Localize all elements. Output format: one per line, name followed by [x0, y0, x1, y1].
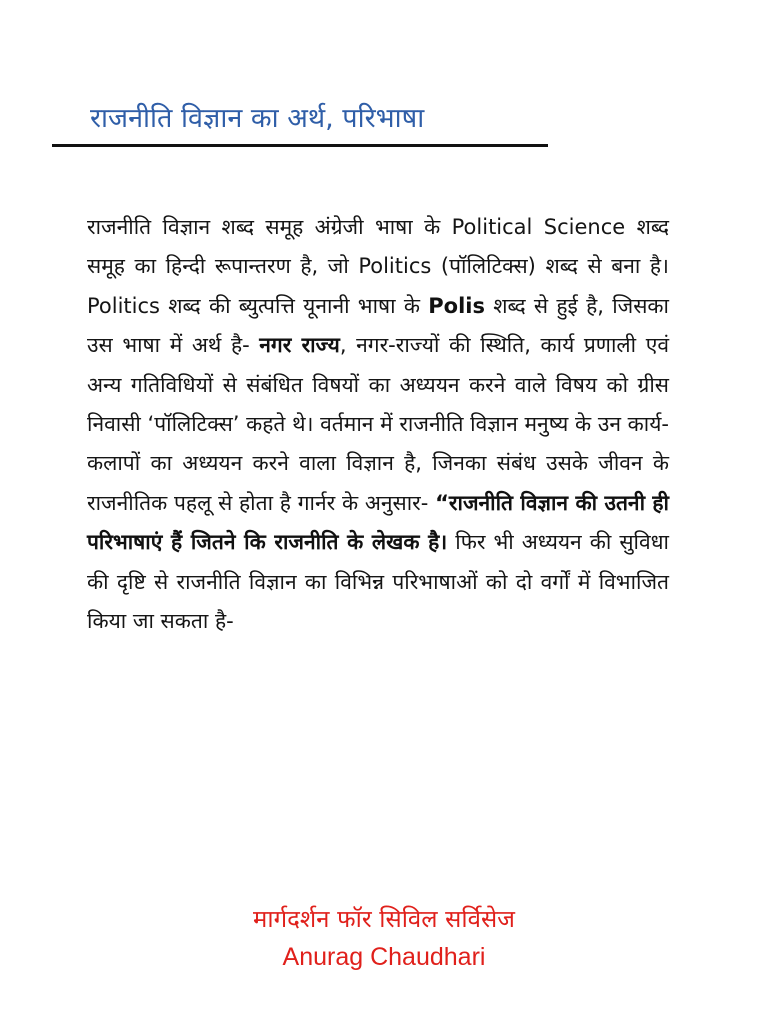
paragraph-text-4: फिर भी अध्ययन की सुविधा की दृष्टि से राजनीति विज्ञान का विभिन्न परिभाषाओं को दो वर्गों में विभाजित किया जा सकता है- [87, 530, 669, 634]
paragraph-text-2: शब्द से हुई है, जिसका उस भाषा में अर्थ है- [87, 293, 669, 358]
paragraph-text-1: राजनीति विज्ञान शब्द समूह अंग्रेजी भाषा के Political Science शब्द समूह का हिन्दी रूपान्तरण है, जो Politics (पॉलिटिक्स) शब्द से बना है। Politics शब्द की ब्युत्पत्ति यूनानी भाषा के [87, 215, 669, 318]
page-title: राजनीति विज्ञान का अर्थ, परिभाषा [90, 103, 425, 134]
body-paragraph [87, 208, 669, 641]
footer-author: Anurag Chaudhari [282, 943, 486, 971]
paragraph-bold-nagar-rajya: नगर राज्य [259, 333, 340, 358]
paragraph-bold-polis: Polis [428, 293, 485, 318]
title-underline [52, 144, 548, 147]
paragraph-text-3: , नगर-राज्यों की स्थिति, कार्य प्रणाली एवं अन्य गतिविधियों से संबंधित विषयों का अध्ययन करने वाले विषय को ग्रीस निवासी ‘पॉलिटिक्स’ कहते थे। वर्तमान में राजनीति विज्ञान मनुष्य के उन कार्य-कलापों का अध्ययन करने वाला विज्ञान है, जिनका संबंध उसके जीवन के राजनीतिक पहलू से होता है गार्नर के अनुसार- [87, 333, 670, 515]
paragraph-bold-garner-quote: “राजनीति विज्ञान की उतनी ही परिभाषाएं हैं जितने कि राजनीति के लेखक है। [87, 490, 669, 555]
footer-brand: मार्गदर्शन फॉर सिविल सर्विसेज [253, 905, 515, 933]
